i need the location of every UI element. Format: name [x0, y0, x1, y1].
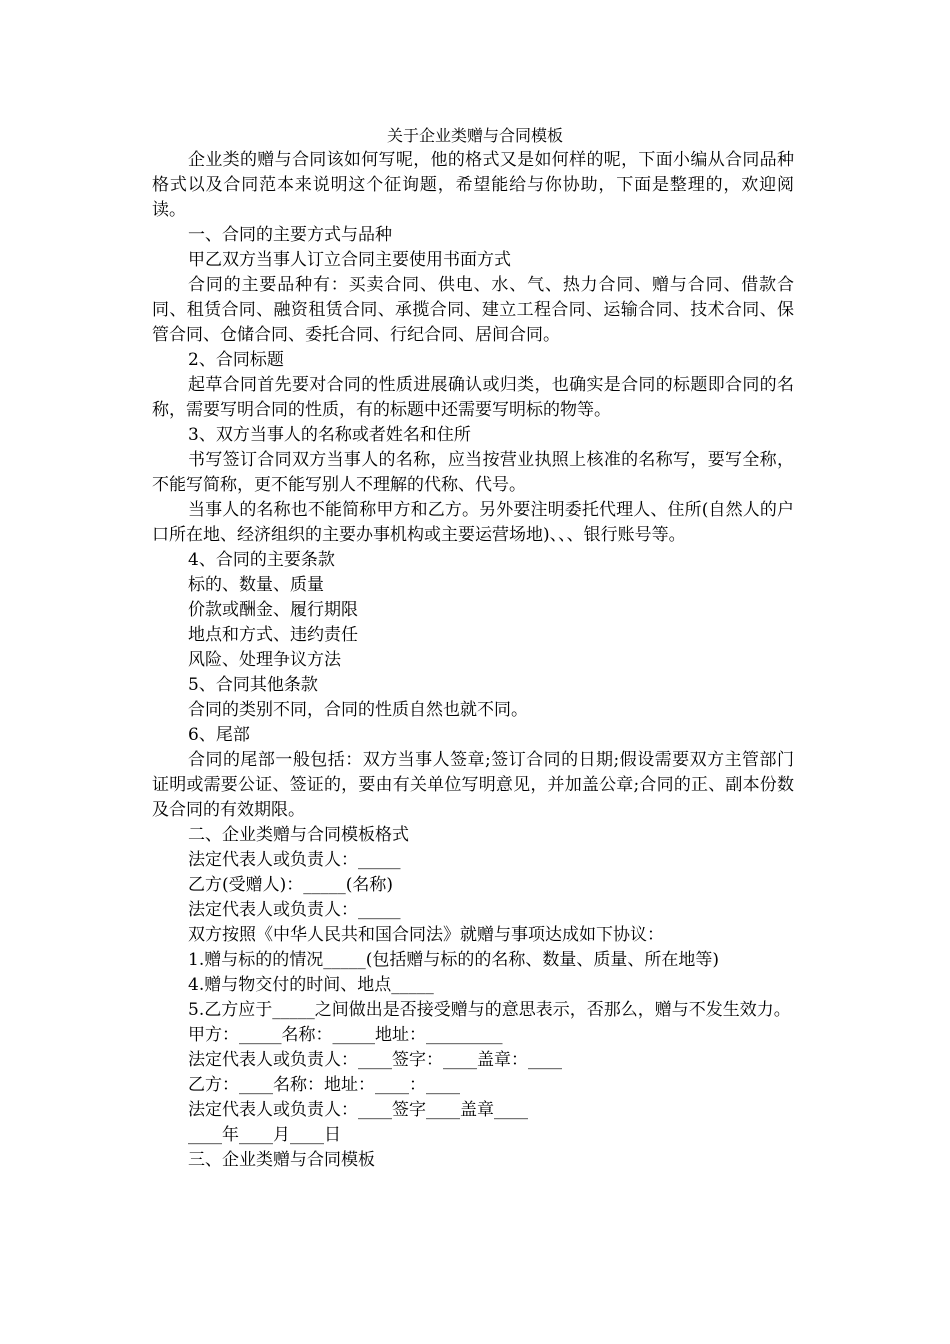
form-line: ____年____月____日 [188, 1125, 341, 1145]
paragraph: 合同的主要品种有：买卖合同、供电、水、气、热力合同、赠与合同、借款合同、租赁合同、融资租赁合同、承揽合同、建立工程合同、运输合同、技术合同、保管合同、仓储合同、委托合同、行纪合同、居间合同。 [152, 275, 794, 345]
section-heading: 2、合同标题 [188, 350, 284, 370]
section-heading: 4、合同的主要条款 [188, 550, 335, 570]
section-heading: 6、尾部 [188, 725, 250, 745]
form-line: 乙方(受赠人)：_____(名称) [188, 875, 394, 895]
paragraph: 甲乙双方当事人订立合同主要使用书面方式 [188, 250, 511, 270]
list-item: 风险、处理争议方法 [188, 650, 341, 670]
form-line: 法定代表人或负责人：____签字____盖章____ [188, 1100, 528, 1120]
form-line: 5.乙方应于_____之间做出是否接受赠与的意思表示，否那么，赠与不发生效力。 [188, 1000, 791, 1020]
form-line: 法定代表人或负责人：_____ [188, 850, 401, 870]
list-item: 标的、数量、质量 [188, 575, 324, 595]
section-heading: 3、双方当事人的名称或者姓名和住所 [188, 425, 471, 445]
list-item: 价款或酬金、履行期限 [188, 600, 358, 620]
form-line: 1.赠与标的的情况_____(包括赠与标的的名称、数量、质量、所在地等) [188, 950, 719, 970]
paragraph: 当事人的名称也不能简称甲方和乙方。另外要注明委托代理人、住所(自然人的户口所在地、经济组织的主要办事机构或主要运营场地)、、、银行账号等。 [152, 500, 794, 545]
paragraph: 合同的类别不同，合同的性质自然也就不同。 [188, 700, 528, 720]
section-heading: 三、企业类赠与合同模板 [188, 1150, 375, 1170]
paragraph: 起草合同首先要对合同的性质进展确认或归类，也确实是合同的标题即合同的名称，需要写明合同的性质，有的标题中还需要写明标的物等。 [152, 375, 794, 420]
paragraph: 书写签订合同双方当事人的名称，应当按营业执照上核准的名称写，要写全称，不能写简称，更不能写别人不理解的代称、代号。 [152, 450, 794, 495]
form-line: 乙方：____名称：地址：____：____ [188, 1075, 460, 1095]
form-line: 甲方：_____名称：_____地址：_________ [188, 1025, 503, 1045]
paragraph: 合同的尾部一般包括：双方当事人签章;签订合同的日期;假设需要双方主管部门证明或需要公证、签证的，要由有关单位写明意见，并加盖公章;合同的正、副本份数及合同的有效期限。 [152, 750, 794, 820]
list-item: 地点和方式、违约责任 [188, 625, 358, 645]
paragraph: 企业类的赠与合同该如何写呢，他的格式又是如何样的呢，下面小编从合同品种格式以及合同范本来说明这个征询题，希望能给与你协助，下面是整理的，欢迎阅读。 [152, 150, 794, 220]
document-body [152, 148, 794, 1173]
form-line: 双方按照《中华人民共和国合同法》就赠与事项达成如下协议： [188, 925, 664, 945]
section-heading: 二、企业类赠与合同模板格式 [188, 825, 409, 845]
form-line: 法定代表人或负责人：_____ [188, 900, 401, 920]
section-heading: 一、合同的主要方式与品种 [188, 225, 392, 245]
form-line: 法定代表人或负责人：____签字：____盖章：____ [188, 1050, 562, 1070]
form-line: 4.赠与物交付的时间、地点_____ [188, 975, 434, 995]
section-heading: 5、合同其他条款 [188, 675, 318, 695]
document-title: 关于企业类赠与合同模板 [386, 126, 563, 145]
